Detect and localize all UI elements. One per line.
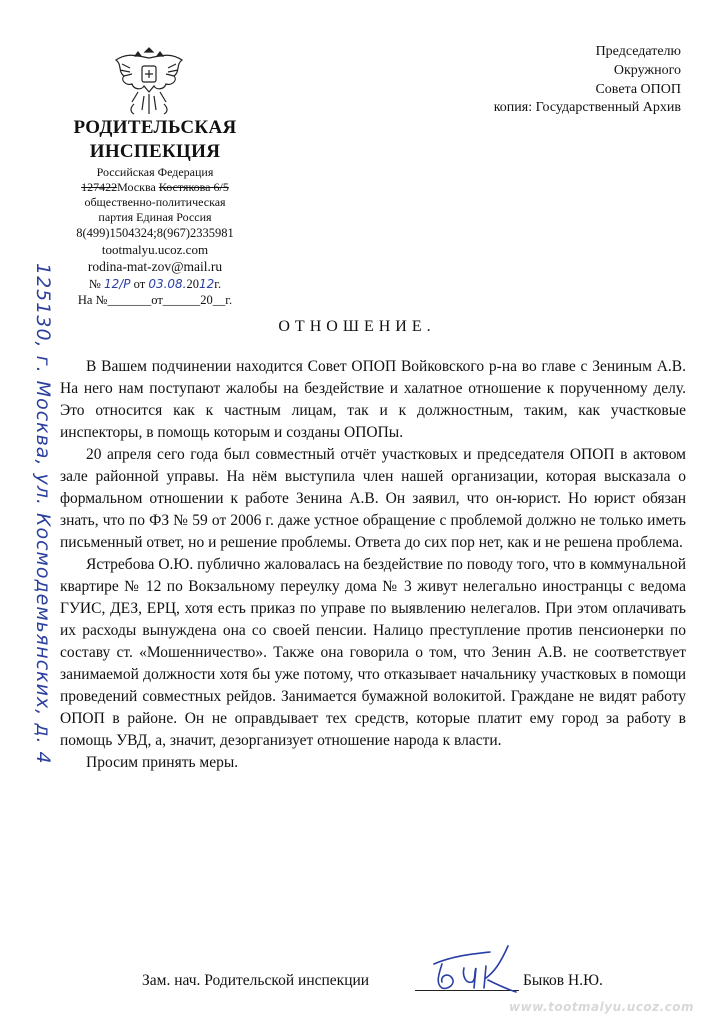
addressee-line-2: Окружного <box>613 63 681 78</box>
paragraph: Просим принять меры. <box>86 754 239 771</box>
letter-body <box>60 356 686 774</box>
org-email: rodina-mat-zov@mail.ru <box>87 259 223 274</box>
org-phones: 8(499)1504324;8(967)2335981 <box>76 226 234 240</box>
handwritten-signature <box>412 942 532 1002</box>
reference-line: На №_______от______20__г. <box>77 293 233 307</box>
addressee-copy-line: копия: Государственный Архив <box>493 100 681 115</box>
org-name-line-1: РОДИТЕЛЬСКАЯ <box>73 117 237 138</box>
org-party-line-2: партия Единая Россия <box>98 210 212 224</box>
org-party-line-1: общественно-политическая <box>84 195 226 209</box>
signatory-name: Быков Н.Ю. <box>523 972 603 989</box>
signatory-role: Зам. нач. Родительской инспекции <box>142 972 370 989</box>
year-handwritten: 12 <box>198 277 215 291</box>
year-prefix: 20 <box>186 277 199 291</box>
outgoing-number <box>50 277 260 292</box>
addressee-line-1: Председателю <box>595 44 681 59</box>
number-from: от <box>130 277 149 291</box>
org-country: Российская Федерация <box>96 165 214 179</box>
paragraph: В Вашем подчинении находится Совет ОПОП Войковского р-на во главе с Зениным А.В. На него нам поступают жалобы на бездействие и халатное отношение к порученному делу. Это относится как к частным лицам, так и к должностным, таким, как участковые инспекторы, в помощь которым и созданы ОПОПы. <box>60 358 686 441</box>
year-suffix: г. <box>214 277 222 291</box>
address-city: Москва <box>117 180 159 194</box>
date-handwritten: 03.08. <box>148 277 187 291</box>
addressee-line-3: Совета ОПОП <box>595 82 681 97</box>
address-struck-street: Костякова 6/5 <box>158 180 229 194</box>
org-website: tootmalyu.ucoz.com <box>101 242 209 257</box>
number-handwritten: 12/Р <box>103 277 131 291</box>
org-name-line-2: ИНСПЕКЦИЯ <box>89 141 221 162</box>
site-watermark: www.tootmalyu.ucoz.com <box>509 1000 694 1014</box>
document-title: ОТНОШЕНИЕ. <box>278 318 436 335</box>
number-prefix: № <box>88 277 104 291</box>
paragraph: Ястребова О.Ю. публично жаловалась на бездействие по поводу того, что в коммунальной квартире № 12 по Вокзальному переулку дома № 3 живут нелегально иностранцы с ведома ГУИС, ДЕЗ, ЕРЦ, хотя есть приказ по управе по выявлению нелегалов. При этом оплачивать их расходы вынуждена она со своей пенсии. Налицо преступление против пенсионерки по составу ст. «Мошенничество». Также она говорила о том, что Зенин А.В. не соответствует занимаемой должности хотя бы уже потому, что отказывает начальнику участковых в помощи проведений совместных рейдов. Занимается бумажной волокитой. Граждане не видят работу ОПОП в районе. Он не оправдывает тех средств, которые платит ему город за работу в помощь УВД, а, значит, дезорганизует отношение народа к власти. <box>60 556 686 749</box>
coat-of-arms-emblem <box>108 42 190 120</box>
handwritten-margin-address: 125130, г. Москва, ул. Космодемьянских, д. 4 <box>32 263 54 765</box>
address-struck-postcode: 127422 <box>81 180 118 194</box>
org-address <box>50 180 260 195</box>
paragraph: 20 апреля сего года был совместный отчёт участковых и председателя ОПОП в актовом зале районной управы. На нём выступила член нашей организации, которая высказала о формальном отношении к работе Зенина А.В. Он заявил, что он-юрист. Но юрист обязан знать, что по ФЗ № 59 от 2006 г. даже устное обращение с проблемой должно не только иметь письменный ответ, но и решение проблемы. Ответа до сих пор нет, как и не решена проблема. <box>60 446 686 551</box>
